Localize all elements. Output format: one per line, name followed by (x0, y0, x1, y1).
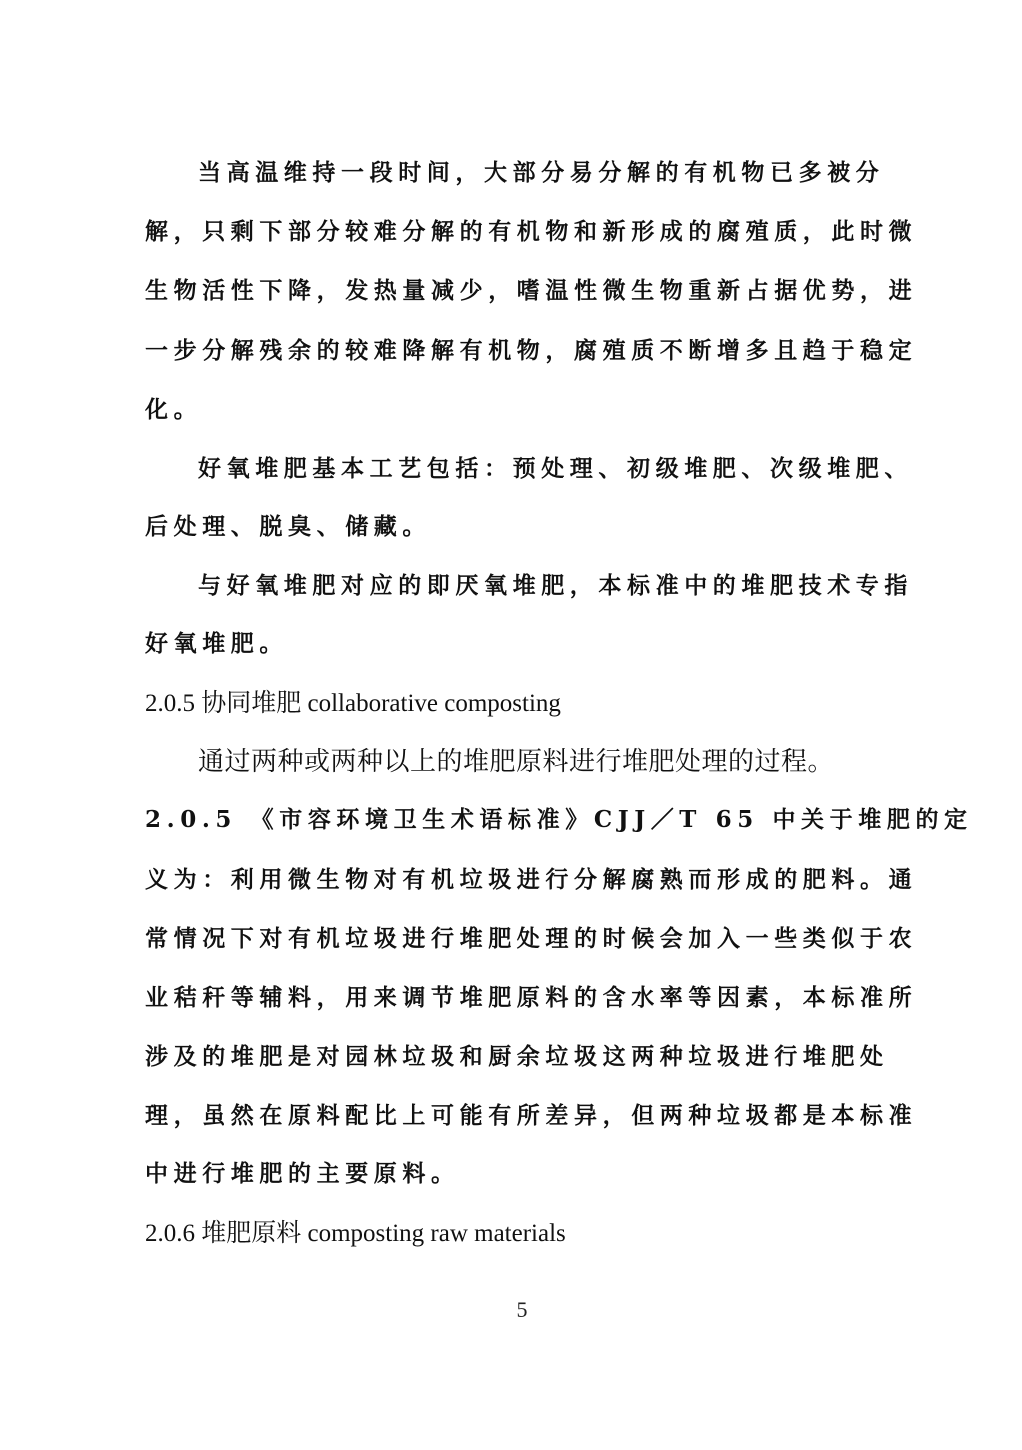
explanation-2-0-5-line-1: 2.0.5 《市容环境卫生术语标准》CJJ／T 65 中关于堆肥的定 (145, 806, 973, 833)
clause-2-0-5-body: 通过两种或两种以上的堆肥原料进行堆肥处理的过程。 (198, 747, 835, 776)
explanation-1-line-5: 化。 (145, 396, 203, 423)
explanation-2-0-5-line-7: 中进行堆肥的主要原料。 (145, 1160, 460, 1187)
explanation-3-line-2: 好氧堆肥。 (145, 630, 288, 657)
explanation-2-line-2: 后处理、脱臭、储藏。 (145, 513, 431, 540)
explanation-2-0-5-line-4: 业秸秆等辅料，用来调节堆肥原料的含水率等因素，本标准所 (145, 984, 918, 1011)
page-number: 5 (516, 1297, 528, 1322)
explanation-2-0-5-line-5: 涉及的堆肥是对园林垃圾和厨余垃圾这两种垃圾进行堆肥处 (145, 1043, 889, 1070)
explanation-1-line-3: 生物活性下降，发热量减少，嗜温性微生物重新占据优势，进 (145, 277, 918, 304)
explanation-3-line-1: 与好氧堆肥对应的即厌氧堆肥，本标准中的堆肥技术专指 (198, 572, 913, 599)
explanation-2-0-5-line-6: 理，虽然在原料配比上可能有所差异，但两种垃圾都是本标准 (145, 1102, 918, 1129)
clause-2-0-6-heading: 2.0.6 堆肥原料 composting raw materials (145, 1220, 566, 1247)
explanation-2-line-1: 好氧堆肥基本工艺包括：预处理、初级堆肥、次级堆肥、 (198, 455, 913, 482)
explanation-1-line-2: 解，只剩下部分较难分解的有机物和新形成的腐殖质，此时微 (145, 218, 918, 245)
explanation-1-line-1: 当高温维持一段时间，大部分易分解的有机物已多被分 (198, 159, 885, 186)
explanation-2-0-5-line-2: 义为：利用微生物对有机垃圾进行分解腐熟而形成的肥料。通 (145, 866, 918, 893)
clause-2-0-5-heading: 2.0.5 协同堆肥 collaborative composting (145, 690, 561, 717)
explanation-2-0-5-line-3: 常情况下对有机垃圾进行堆肥处理的时候会加入一些类似于农 (145, 925, 918, 952)
explanation-1-line-4: 一步分解残余的较难降解有机物，腐殖质不断增多且趋于稳定 (145, 337, 918, 364)
